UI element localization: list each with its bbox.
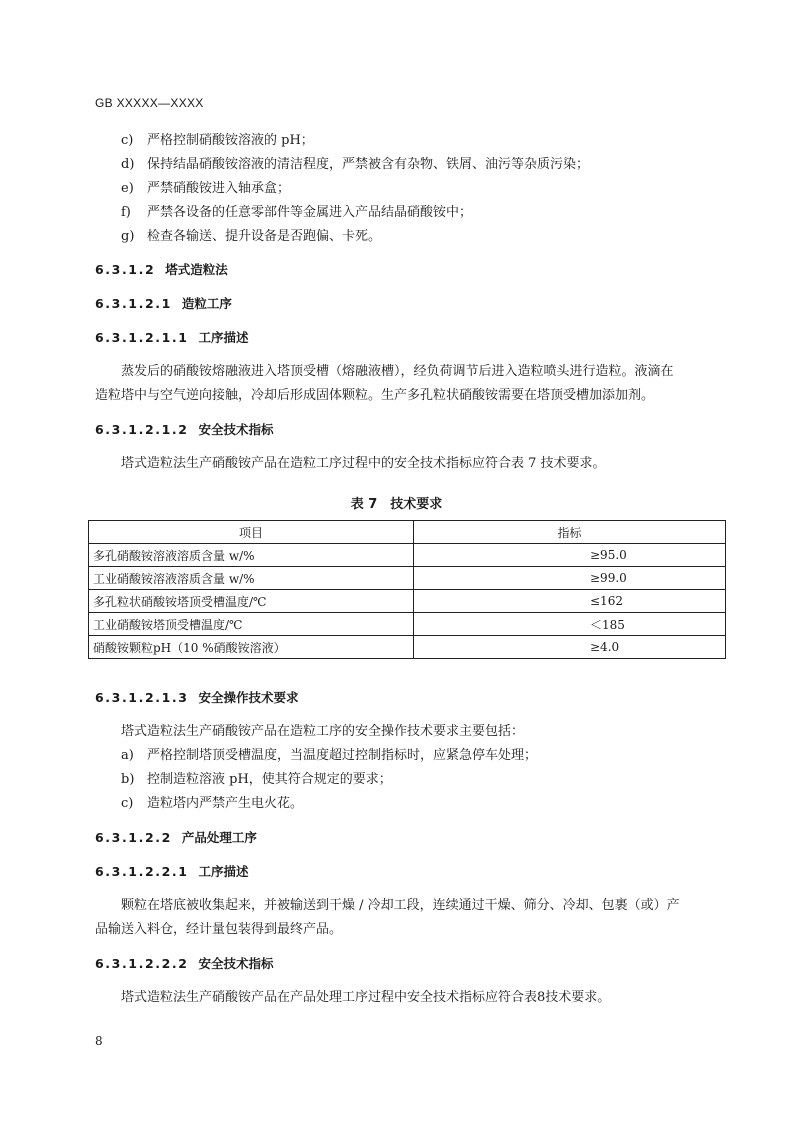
paragraph-line: 塔式造粒法生产硝酸铵产品在造粒工序过程中的安全技术指标应符合表 7 技术要求。 bbox=[121, 456, 606, 471]
list-marker: d) bbox=[121, 157, 135, 172]
table-row bbox=[89, 636, 726, 659]
page-number: 8 bbox=[95, 1034, 103, 1048]
list-text: 严禁硝酸铵进入轴承盒； bbox=[147, 181, 291, 196]
table-cell-value: ≥4.0 bbox=[414, 636, 726, 659]
section-title: 安全技术指标 bbox=[198, 422, 274, 437]
table-row bbox=[89, 567, 726, 590]
table-cell-value: ＜185 bbox=[414, 613, 726, 636]
list-text: 严禁各设备的任意零部件等金属进入产品结晶硝酸铵中； bbox=[147, 205, 473, 220]
list-item bbox=[121, 133, 314, 149]
list-item bbox=[121, 796, 303, 812]
section-heading-63121 bbox=[95, 296, 232, 312]
section-heading-631213 bbox=[95, 690, 299, 706]
section-title: 工序描述 bbox=[198, 330, 249, 345]
section-number: 6.3.1.2.2.2 bbox=[95, 956, 189, 971]
list-item bbox=[121, 157, 589, 173]
section-heading-631222 bbox=[95, 956, 274, 972]
table-row bbox=[89, 544, 726, 567]
table-cell-item: 工业硝酸铵塔顶受槽温度/℃ bbox=[89, 613, 414, 636]
section-title: 塔式造粒法 bbox=[165, 262, 228, 277]
section-number: 6.3.1.2.1 bbox=[95, 296, 172, 311]
list-text: 严格控制塔顶受槽温度，当温度超过控制指标时，应紧急停车处理； bbox=[147, 748, 538, 763]
section-title: 安全操作技术要求 bbox=[198, 690, 299, 705]
list-text: 检查各输送、提升设备是否跑偏、卡死。 bbox=[147, 229, 382, 244]
list-item bbox=[121, 205, 472, 221]
standard-code: GB XXXXX—XXXX bbox=[95, 96, 204, 110]
list-marker: c) bbox=[121, 133, 134, 148]
list-marker: g) bbox=[121, 229, 135, 244]
table-cell-value: ≥99.0 bbox=[414, 567, 726, 590]
section-heading-63122 bbox=[95, 830, 257, 846]
technical-requirements-table bbox=[88, 520, 726, 659]
list-text: 严格控制硝酸铵溶液的 pH； bbox=[147, 133, 314, 148]
column-header-value: 指标 bbox=[414, 521, 726, 544]
section-number: 6.3.1.2 bbox=[95, 262, 156, 277]
paragraph-line: 品输送入料仓，经计量包装得到最终产品。 bbox=[95, 922, 343, 937]
list-marker: a) bbox=[121, 748, 134, 763]
section-heading-631221 bbox=[95, 864, 249, 880]
table-header-row bbox=[89, 521, 726, 544]
section-heading-6312 bbox=[95, 262, 228, 278]
table-title: 表 7 技术要求 bbox=[350, 497, 443, 512]
section-title: 工序描述 bbox=[198, 864, 249, 879]
section-number: 6.3.1.2.1.1 bbox=[95, 330, 189, 345]
list-item bbox=[121, 748, 537, 764]
list-marker: f) bbox=[121, 205, 131, 220]
list-item bbox=[121, 229, 381, 245]
list-marker: c) bbox=[121, 796, 134, 811]
list-marker: e) bbox=[121, 181, 134, 196]
section-number: 6.3.1.2.2 bbox=[95, 830, 172, 845]
list-text: 造粒塔内严禁产生电火花。 bbox=[147, 796, 304, 811]
table-cell-item: 硝酸铵颗粒pH（10 %硝酸铵溶液） bbox=[89, 636, 414, 659]
list-text: 保持结晶硝酸铵溶液的清洁程度，严禁被含有杂物、铁屑、油污等杂质污染； bbox=[147, 157, 590, 172]
section-title: 产品处理工序 bbox=[181, 830, 257, 845]
list-marker: b) bbox=[121, 772, 135, 787]
list-item bbox=[121, 181, 290, 197]
section-title: 造粒工序 bbox=[181, 296, 232, 311]
table-cell-item: 工业硝酸铵溶液溶质含量 w/% bbox=[89, 567, 414, 590]
list-text: 控制造粒溶液 pH，使其符合规定的要求； bbox=[147, 772, 392, 787]
section-heading-631212 bbox=[95, 422, 274, 438]
table-cell-item: 多孔粒状硝酸铵塔顶受槽温度/℃ bbox=[89, 590, 414, 613]
section-heading-631211 bbox=[95, 330, 249, 346]
list-item bbox=[121, 772, 392, 788]
paragraph-line: 造粒塔中与空气逆向接触，冷却后形成固体颗粒。生产多孔粒状硝酸铵需要在塔顶受槽加添加剂。 bbox=[95, 388, 655, 403]
section-number: 6.3.1.2.1.3 bbox=[95, 690, 189, 705]
paragraph-line: 颗粒在塔底被收集起来，并被输送到干燥 / 冷却工段，连续通过干燥、筛分、冷却、包裹（或）产 bbox=[121, 898, 680, 913]
paragraph-line: 蒸发后的硝酸铵熔融液进入塔顶受槽（熔融液槽），经负荷调节后进入造粒喷头进行造粒。液滴在 bbox=[121, 364, 674, 379]
table-cell-value: ≤162 bbox=[414, 590, 726, 613]
table-row bbox=[89, 590, 726, 613]
table-cell-value: ≥95.0 bbox=[414, 544, 726, 567]
table-cell-item: 多孔硝酸铵溶液溶质含量 w/% bbox=[89, 544, 414, 567]
paragraph-line: 塔式造粒法生产硝酸铵产品在造粒工序的安全操作技术要求主要包括： bbox=[121, 724, 525, 739]
table-row bbox=[89, 613, 726, 636]
paragraph-line: 塔式造粒法生产硝酸铵产品在产品处理工序过程中安全技术指标应符合表8技术要求。 bbox=[121, 990, 611, 1005]
section-number: 6.3.1.2.2.1 bbox=[95, 864, 189, 879]
column-header-item: 项目 bbox=[89, 521, 414, 544]
section-title: 安全技术指标 bbox=[198, 956, 274, 971]
section-number: 6.3.1.2.1.2 bbox=[95, 422, 189, 437]
